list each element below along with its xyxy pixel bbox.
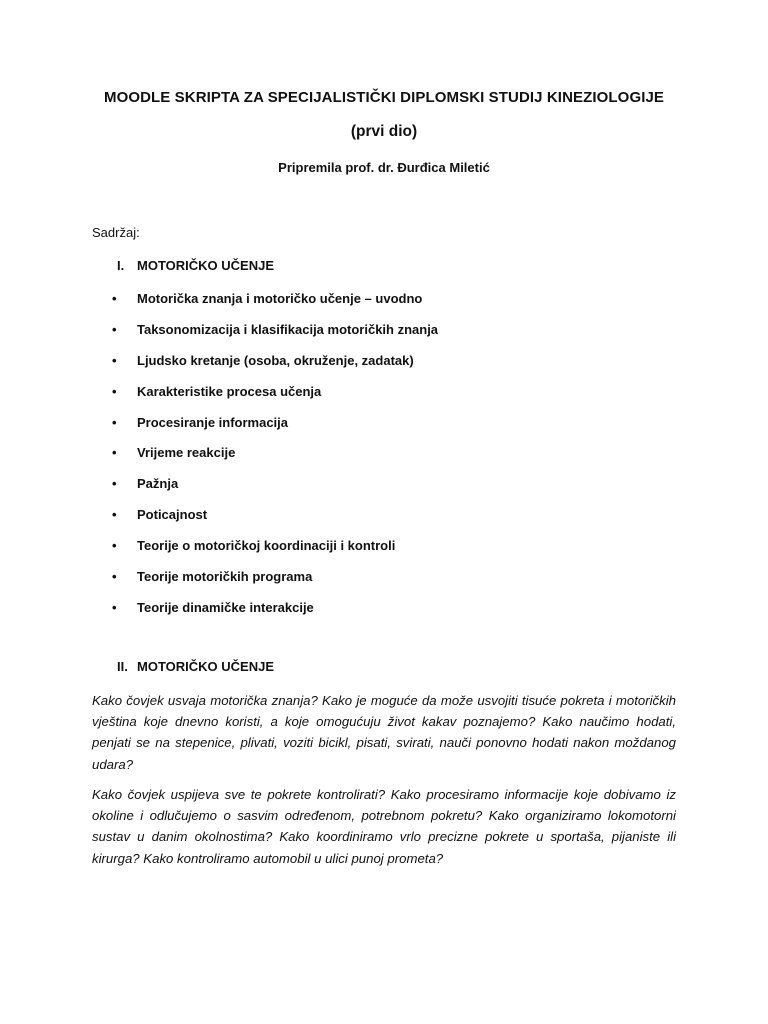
list-item <box>112 538 438 569</box>
list-item <box>112 322 438 353</box>
list-item <box>112 415 438 446</box>
list-item-label: Pažnja <box>137 476 179 492</box>
section-heading-1 <box>117 258 274 273</box>
section-number-2: II. <box>117 659 128 674</box>
list-item <box>112 353 438 384</box>
list-item <box>112 291 438 322</box>
list-item-label: Ljudsko kretanje (osoba, okruženje, zadatak) <box>137 352 414 368</box>
list-item-label: Procesiranje informacija <box>137 414 289 430</box>
bullet-icon: • <box>112 383 117 399</box>
section-title-2: MOTORIČKO UČENJE <box>137 659 274 674</box>
list-item-label: Karakteristike procesa učenja <box>137 383 322 399</box>
document-subtitle: (prvi dio) <box>350 123 418 140</box>
bullet-icon: • <box>112 507 117 523</box>
bullet-icon: • <box>112 321 117 337</box>
bullet-icon: • <box>112 538 117 554</box>
list-item-label: Teorije o motoričkoj koordinaciji i kontroli <box>137 538 396 554</box>
list-item-label: Vrijeme reakcije <box>137 445 236 461</box>
list-item-label: Teorije dinamičke interakcije <box>137 599 314 615</box>
list-item <box>112 569 438 600</box>
bullet-icon: • <box>112 414 117 430</box>
list-item-label: Motorička znanja i motoričko učenje – uvodno <box>137 291 423 306</box>
section-number-1: I. <box>117 258 125 273</box>
bullet-icon: • <box>112 599 117 615</box>
list-item <box>112 600 438 631</box>
section-title-1: MOTORIČKO UČENJE <box>137 258 274 273</box>
list-item <box>112 507 438 538</box>
bullet-icon: • <box>112 569 117 585</box>
body-paragraph-1: Kako čovjek usvaja motorička znanja? Kako je moguće da može usvojiti tisuće pokreta i motoričkih vještina koje dnevno koristi, a koje omogućuju život kakav poznajemo? Kako naučimo hodati, penjati se na stepenice, plivati, voziti bicikl, pisati, svirati, nauči ponovno hodati nakon moždanog udara? <box>92 693 676 772</box>
bullet-icon: • <box>112 445 117 461</box>
document-title: MOODLE SKRIPTA ZA SPECIJALISTIČKI DIPLOMSKI STUDIJ KINEZIOLOGIJE <box>103 89 665 106</box>
bullet-icon: • <box>112 352 117 368</box>
list-item-label: Poticajnost <box>137 507 208 523</box>
list-item <box>112 445 438 476</box>
body-paragraph-2: Kako čovjek uspijeva sve te pokrete kontrolirati? Kako procesiramo informacije koje dobivamo iz okoline i odlučujemo o sasvim određenom, potrebnom pokretu? Kako organiziramo lokomotorni sustav u danim okolnostima? Kako koordiniramo vrlo precizne pokrete u sportaša, pijaniste ili kirurga? Kako kontroliramo automobil u ulici punoj prometa? <box>92 787 676 866</box>
contents-list <box>112 291 438 631</box>
list-item <box>112 384 438 415</box>
bullet-icon: • <box>112 291 117 306</box>
author-line: Pripremila prof. dr. Đurđica Miletić <box>278 160 490 175</box>
list-item-label: Teorije motoričkih programa <box>137 569 313 585</box>
contents-label: Sadržaj: <box>92 225 140 240</box>
list-item-label: Taksonomizacija i klasifikacija motoričkih znanja <box>137 321 439 337</box>
bullet-icon: • <box>112 476 117 492</box>
list-item <box>112 476 438 507</box>
section-heading-2 <box>117 659 274 674</box>
